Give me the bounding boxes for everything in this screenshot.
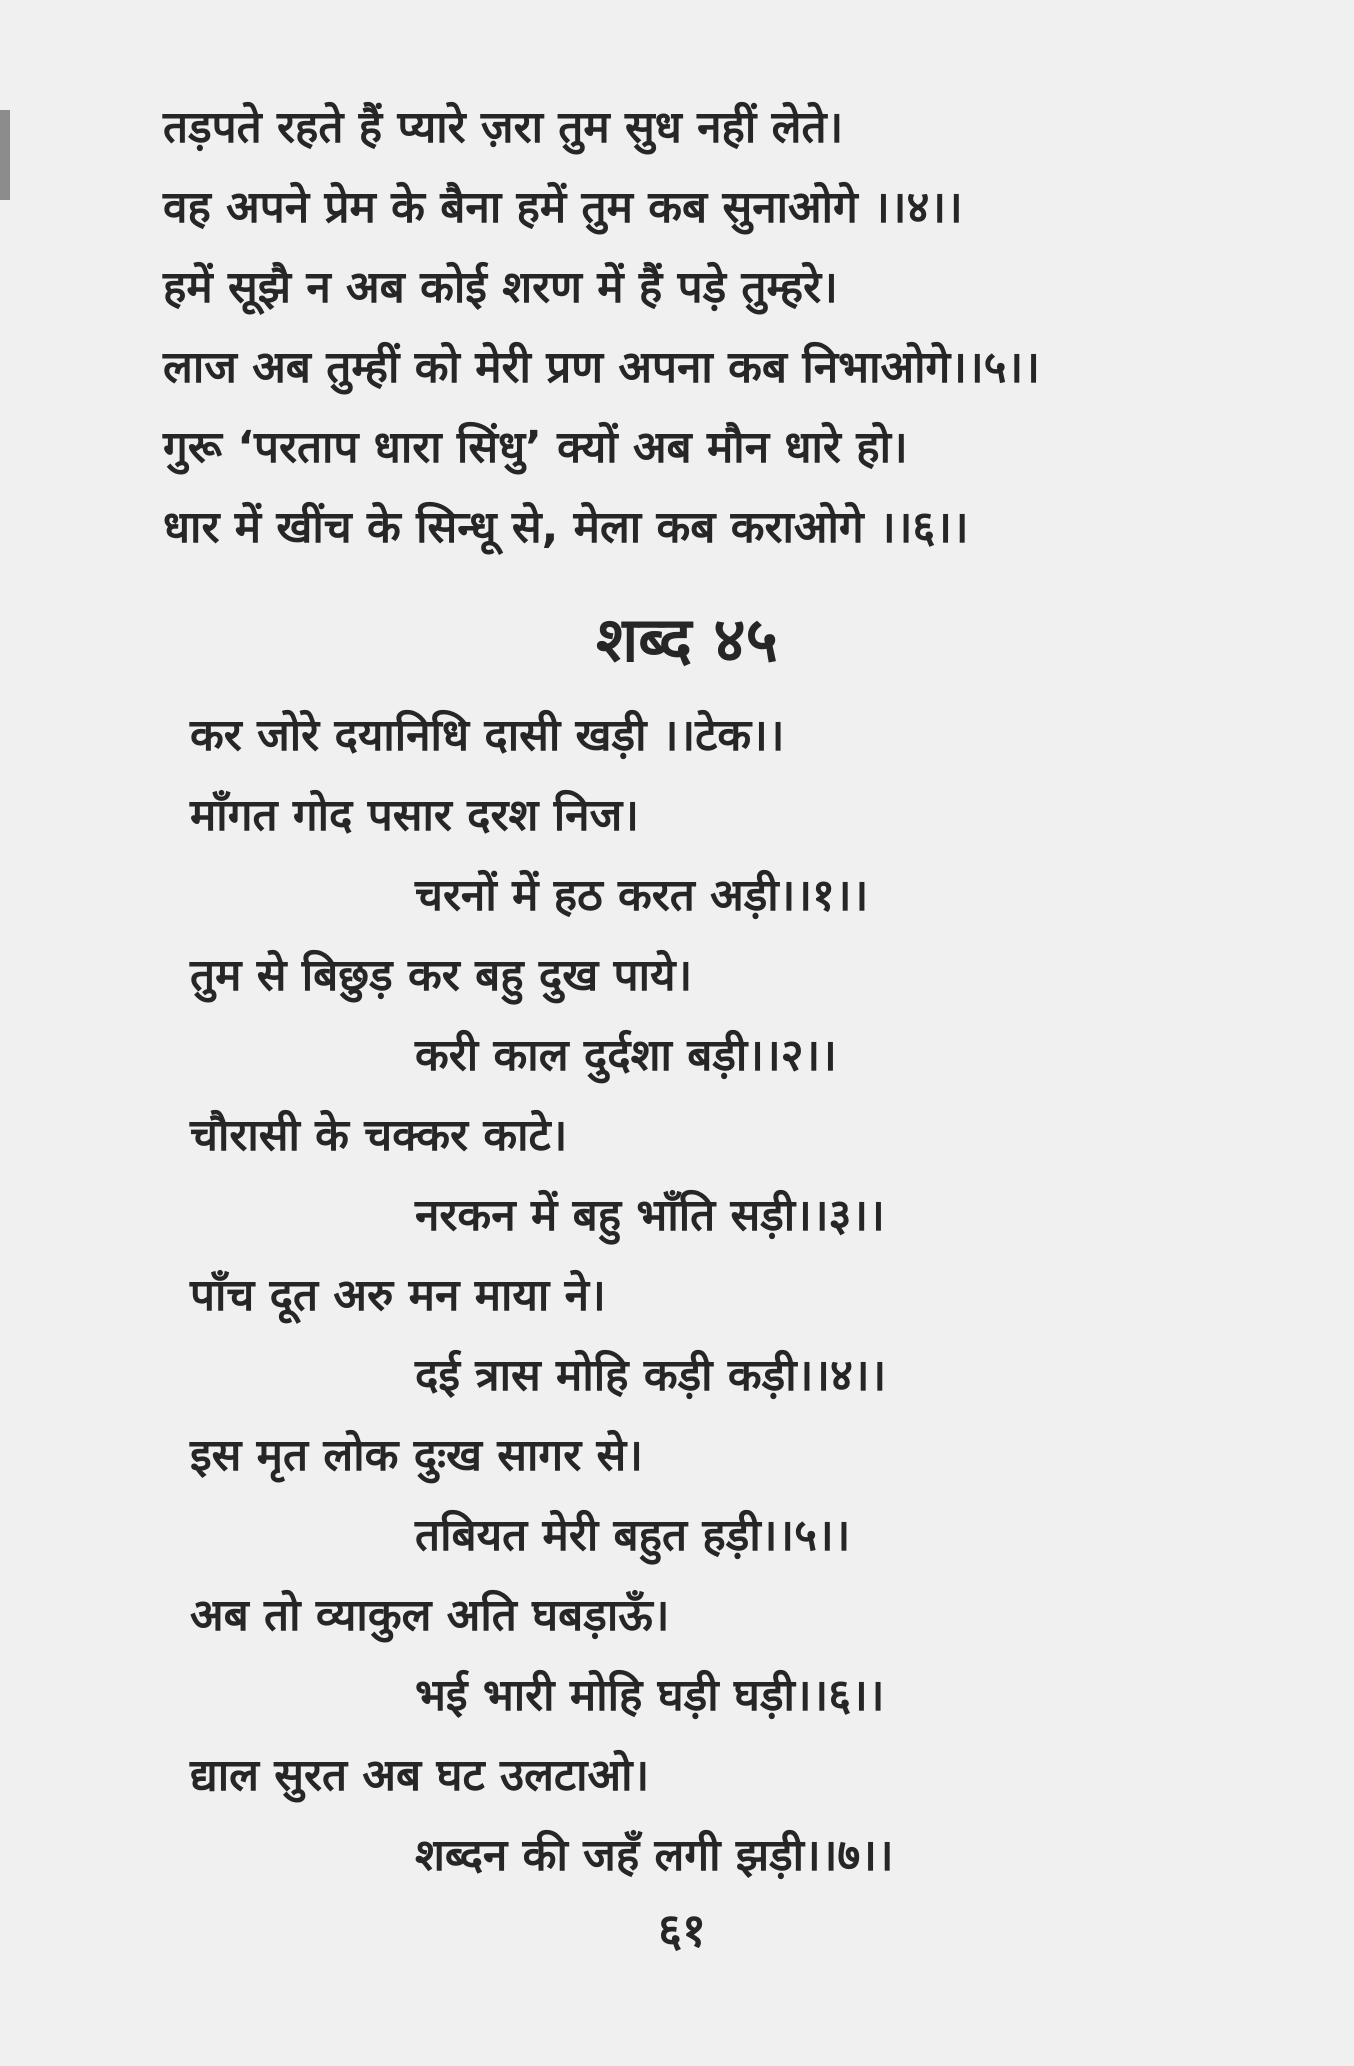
previous-hymn-ending: [163, 88, 1243, 568]
text-line: हमें सूझै न अब कोई शरण में हैं पड़े तुम्हरे।: [163, 262, 838, 313]
text-line: लाज अब तुम्हीं को मेरी प्रण अपना कब निभाओगे।।५।।: [163, 342, 1040, 393]
verse-line: करी काल दुर्दशा बड़ी।।२।।: [415, 1030, 837, 1081]
text-line: गुरू ‘परताप धारा सिंधु’ क्यों अब मौन धारे हो।: [163, 422, 908, 473]
verse-line: कर जोरे दयानिधि दासी खड़ी ।।टेक।।: [190, 710, 785, 761]
verse-line: चरनों में हठ करत अड़ी।।१।।: [415, 870, 869, 921]
text-line: वह अपने प्रेम के बैना हमें तुम कब सुनाओगे ।।४।।: [163, 182, 963, 233]
verse-line: नरकन में बहु भाँति सड़ी।।३।।: [415, 1190, 885, 1241]
text-line: तड़पते रहते हैं प्यारे ज़रा तुम सुध नहीं लेते।: [163, 102, 844, 153]
verse-line: दई त्रास मोहि कड़ी कड़ी।।४।।: [415, 1350, 887, 1401]
verse-line: पाँच दूत अरु मन माया ने।: [190, 1270, 606, 1321]
verse-line: तबियत मेरी बहुत हड़ी।।५।।: [415, 1510, 851, 1561]
verse-line: चौरासी के चक्कर काटे।: [190, 1110, 568, 1161]
verse-line: द्याल सुरत अब घट उलटाओ।: [190, 1750, 650, 1801]
section-title: शब्द ४५: [596, 603, 778, 676]
verse-line: तुम से बिछुड़ कर बहु दुख पाये।: [190, 950, 693, 1001]
verse-line: शब्दन की जहँ लगी झड़ी।।७।।: [415, 1830, 894, 1881]
verse-line: माँगत गोद पसार दरश निज।: [190, 790, 639, 841]
page-number: ६१: [658, 1903, 706, 1957]
verse-line: इस मृत लोक दुःख सागर से।: [190, 1430, 643, 1481]
verse-line: अब तो व्याकुल अति घबड़ाऊँ।: [190, 1590, 670, 1641]
hymn-verses: [190, 696, 1240, 1896]
verse-line: भई भारी मोहि घड़ी घड़ी।।६।।: [415, 1670, 885, 1721]
text-line: धार में खींच के सिन्धू से, मेला कब कराओगे ।।६।।: [163, 502, 969, 553]
page-binding-edge: [0, 110, 10, 200]
